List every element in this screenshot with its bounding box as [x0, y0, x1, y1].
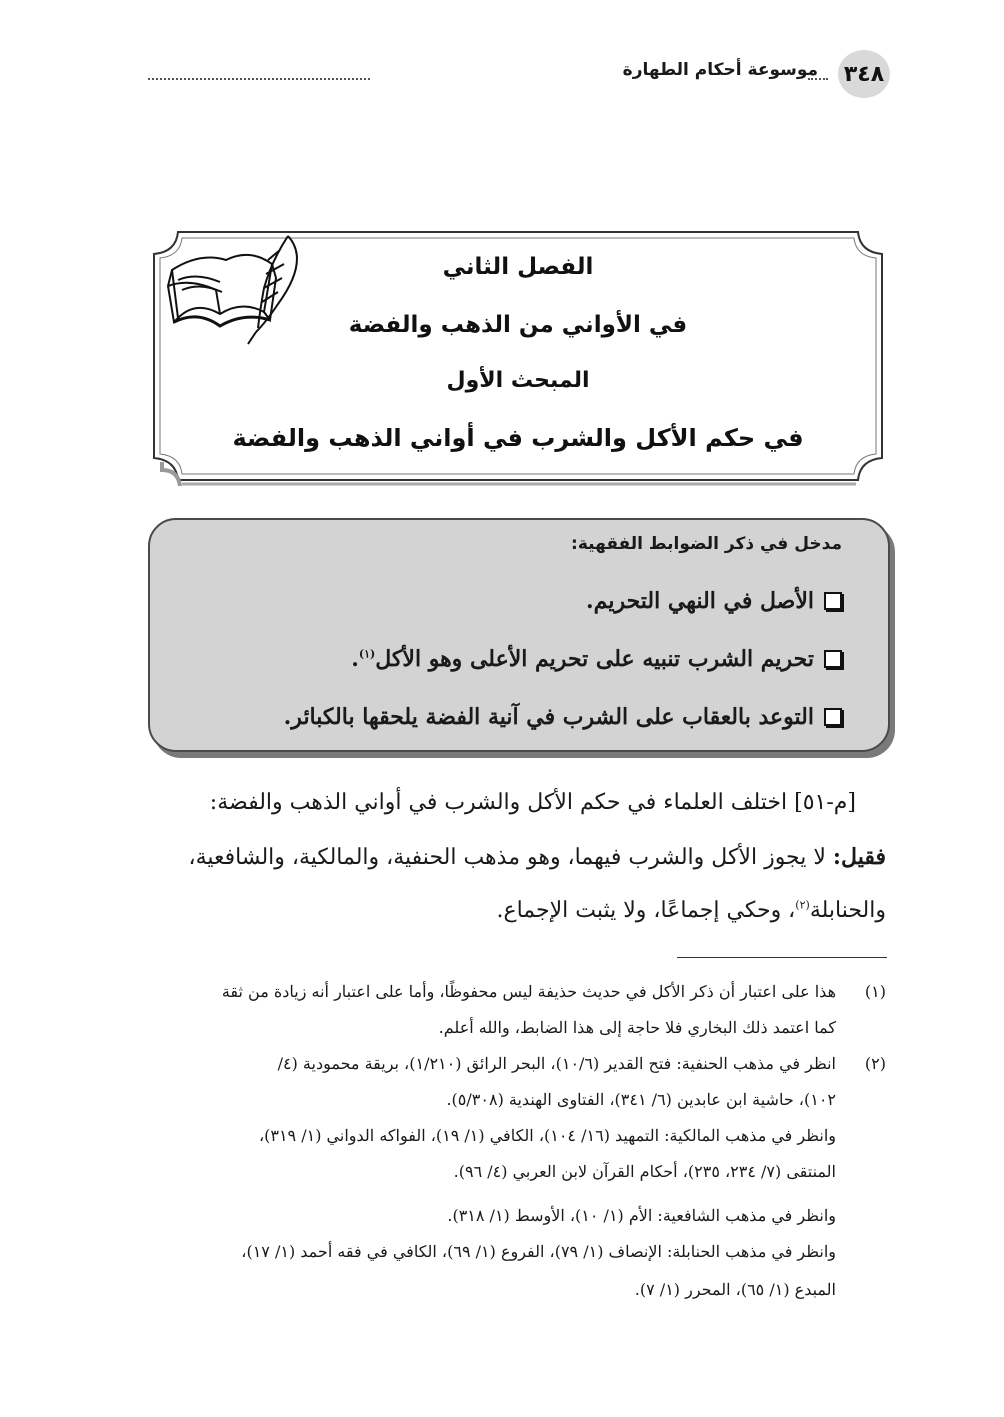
section-subject: في حكم الأكل والشرب في أواني الذهب والفضة — [232, 424, 804, 452]
footnote-number: (٢) — [864, 1054, 886, 1073]
footnote-line: انظر في مذهب الحنفية: فتح القدير (١٠/٦)، البحر الرائق (١/٢١٠)، بريقة محمودية (٤/ — [277, 1054, 836, 1073]
footnote-line: وانظر في مذهب المالكية: التمهيد (١٦/ ١٠٤)، الكافي (١/ ١٩)، الفواكه الدواني (١/ ٣١٩)، — [258, 1126, 836, 1145]
rule-item — [586, 588, 842, 614]
footnote-line: المبدع (١/ ٦٥)، المحرر (١/ ٧). — [634, 1280, 836, 1299]
section-heading: المبحث الأول — [446, 368, 590, 393]
footnote-ref[interactable]: (٢) — [795, 898, 810, 912]
footnote-ref[interactable]: (١) — [358, 647, 376, 661]
footnote-line: هذا على اعتبار أن ذكر الأكل في حديث حذيفة ليس محفوظًا، وأما على اعتبار أنه زيادة من ثقة — [221, 982, 836, 1001]
chapter-subject: في الأواني من الذهب والفضة — [348, 312, 688, 338]
square-bullet-icon — [824, 708, 842, 726]
footnote-separator — [677, 957, 887, 958]
square-bullet-icon — [824, 592, 842, 610]
opinion-label: فقيل: — [832, 844, 886, 870]
fiqh-rules-box — [148, 518, 890, 752]
body-paragraph-line: [م-٥١] اختلف العلماء في حكم الأكل والشرب في أواني الذهب والفضة: — [209, 790, 856, 815]
footnote-line: وانظر في مذهب الشافعية: الأم (١/ ١٠)، الأوسط (١/ ٣١٨). — [447, 1206, 836, 1225]
rule-text: تحريم الشرب تنبيه على تحريم الأعلى وهو الأكل$^{(١)}$. — [351, 646, 814, 672]
page-number: ٣٤٨ — [838, 50, 890, 98]
book-title: موسوعة أحكام الطهارة — [622, 60, 818, 80]
footnote-line: المنتقى (٧/ ٢٣٤، ٢٣٥)، أحكام القرآن لابن العربي (٤/ ٩٦). — [453, 1162, 836, 1181]
body-paragraph-line: والحنابلة$^{(٢)}$، وحكي إجماعًا، ولا يثبت الإجماع. — [496, 898, 886, 923]
chapter-heading: الفصل الثاني — [442, 254, 594, 280]
header-dots-left — [148, 78, 370, 80]
rules-box-title: مدخل في ذكر الضوابط الفقهية: — [571, 534, 842, 554]
footnote-number: (١) — [864, 982, 886, 1001]
rule-item — [284, 704, 842, 730]
rule-text: الأصل في النهي التحريم. — [586, 588, 814, 614]
rule-item — [351, 646, 842, 672]
footnote-line: كما اعتمد ذلك البخاري فلا حاجة إلى هذا الضابط، والله أعلم. — [438, 1018, 836, 1037]
square-bullet-icon — [824, 650, 842, 668]
running-header — [148, 50, 890, 100]
chapter-title-frame — [148, 226, 888, 486]
footnote-line: وانظر في مذهب الحنابلة: الإنصاف (١/ ٧٩)، الفروع (١/ ٦٩)، الكافي في فقه أحمد (١/ ١٧)، — [241, 1242, 836, 1261]
rule-text: التوعد بالعقاب على الشرب في آنية الفضة يلحقها بالكبائر. — [283, 704, 814, 730]
footnote-line: ١٠٢)، حاشية ابن عابدين (٦/ ٣٤١)، الفتاوى الهندية (٥/٣٠٨). — [446, 1090, 836, 1109]
body-paragraph-line: فقيل: لا يجوز الأكل والشرب فيهما، وهو مذهب الحنفية، والمالكية، والشافعية، — [188, 844, 886, 870]
